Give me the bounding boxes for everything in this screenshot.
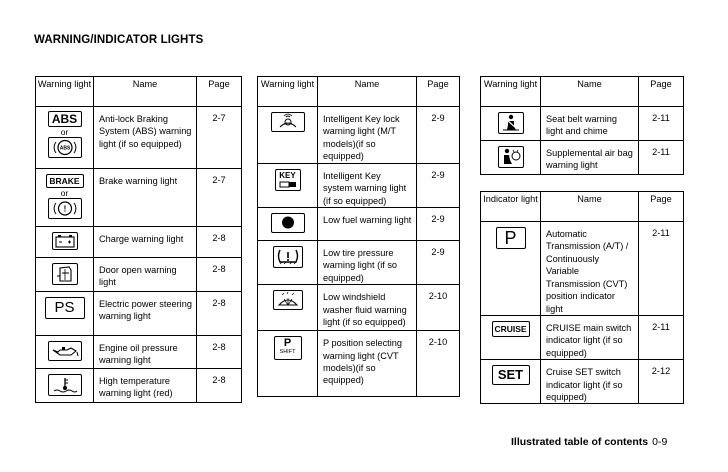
footer-page-number: 0-9 (652, 436, 668, 448)
light-name: Intelligent Key system warning light (if so equipped) (318, 163, 417, 207)
footer-section-title: Illustrated table of contents (511, 436, 649, 448)
table-row (36, 169, 242, 227)
light-name: P position selecting warning light (CVT models)(if so equipped) (318, 331, 417, 397)
light-name: Door open warning light (94, 258, 197, 292)
low-tire-pressure-icon (273, 246, 303, 268)
door-open-icon (52, 263, 78, 285)
light-name: Intelligent Key lock warning light (M/T models)(if so equipped) (318, 107, 417, 164)
light-name: Brake warning light (94, 169, 197, 227)
light-name: High temperature warning light (red) (94, 369, 197, 403)
light-name: Automatic Transmission (A/T) / Continuously Variable Transmission (CVT) position indicator light (541, 222, 639, 316)
column-header-page: Page (197, 77, 242, 107)
table-row (36, 292, 242, 336)
warning-lights-table-1 (35, 76, 242, 403)
table-row (36, 258, 242, 292)
page-ref: 2-8 (197, 227, 242, 258)
light-name: Engine oil pressure warning light (94, 336, 197, 369)
table-row (258, 207, 460, 240)
p-position-shift-icon (274, 336, 302, 360)
page-ref: 2-12 (639, 360, 684, 404)
brake-circle-icon (48, 198, 82, 219)
column-header-name: Name (318, 77, 417, 107)
table-row (481, 222, 684, 316)
page-ref: 2-11 (639, 107, 684, 141)
page-title: WARNING/INDICATOR LIGHTS (34, 34, 204, 46)
table-row (258, 107, 460, 164)
key-system-icon (275, 169, 301, 191)
page-ref: 2-8 (197, 369, 242, 403)
page-ref: 2-10 (417, 285, 460, 331)
column-header-page: Page (639, 77, 684, 107)
column-header-page: Page (417, 77, 460, 107)
page-ref: 2-7 (197, 107, 242, 169)
table-row (481, 315, 684, 359)
table-row (481, 107, 684, 141)
page-ref: 2-11 (639, 141, 684, 175)
column-header-name: Name (541, 77, 639, 107)
light-name: Low windshield washer fluid warning light (if so equipped) (318, 285, 417, 331)
airbag-icon (498, 146, 524, 168)
cruise-main-icon: CRUISE (492, 321, 530, 337)
oil-can-icon (48, 341, 82, 361)
page-ref: 2-11 (639, 315, 684, 359)
p-letter: P (283, 337, 292, 350)
table-row (481, 141, 684, 175)
svg-text:ABS: ABS (59, 145, 70, 152)
or-label: or (60, 188, 69, 198)
page-ref: 2-7 (197, 169, 242, 227)
column-header-page: Page (639, 192, 684, 222)
seat-belt-icon (498, 112, 524, 134)
column-header-warning-light: Warning light (481, 77, 541, 107)
abs-circle-icon (48, 137, 82, 158)
light-name: Supplemental air bag warning light (541, 141, 639, 175)
page-ref: 2-8 (197, 292, 242, 336)
page-footer (511, 436, 667, 448)
column-header-name: Name (94, 77, 197, 107)
table-row (36, 107, 242, 169)
light-name: Low fuel warning light (318, 207, 417, 240)
coolant-temperature-icon (48, 374, 82, 396)
table-row (481, 360, 684, 404)
key-label: KEY (279, 170, 296, 180)
light-name: Seat belt warning light and chime (541, 107, 639, 141)
table-row (36, 227, 242, 258)
page-ref: 2-9 (417, 240, 460, 284)
warning-lights-table-2 (257, 76, 460, 397)
table-row (258, 331, 460, 397)
page-ref: 2-9 (417, 163, 460, 207)
table-row (258, 285, 460, 331)
svg-text:!: ! (63, 204, 66, 214)
light-name: Charge warning light (94, 227, 197, 258)
table-row (258, 163, 460, 207)
light-name: Cruise SET switch indicator light (if so equipped) (541, 360, 639, 404)
light-name: Anti-lock Braking System (ABS) warning light (if so equipped) (94, 107, 197, 169)
column-header-indicator-light: Indicator light (481, 192, 541, 222)
washer-fluid-icon (273, 290, 303, 310)
table-row (36, 369, 242, 403)
page-ref: 2-10 (417, 331, 460, 397)
page-ref: 2-9 (417, 107, 460, 164)
power-steering-icon: PS (45, 297, 85, 319)
cruise-set-icon: SET (492, 365, 530, 385)
page-ref: 2-8 (197, 336, 242, 369)
or-label: or (60, 127, 69, 137)
indicator-lights-table (480, 191, 684, 404)
shift-label: SHIFT (279, 349, 296, 356)
position-indicator-icon: P (496, 227, 526, 249)
page-ref: 2-8 (197, 258, 242, 292)
column-header-name: Name (541, 192, 639, 222)
intelligent-key-lock-icon (271, 112, 305, 132)
page-ref: 2-9 (417, 207, 460, 240)
brake-warning-icon: BRAKE (46, 174, 84, 188)
low-fuel-icon (271, 213, 305, 233)
table-row (258, 240, 460, 284)
warning-lights-table-3 (480, 76, 684, 175)
column-header-warning-light: Warning light (258, 77, 318, 107)
column-header-warning-light: Warning light (36, 77, 94, 107)
table-row (36, 336, 242, 369)
battery-charge-icon (52, 232, 78, 250)
abs-warning-icon: ABS (48, 111, 82, 127)
light-name: Low tire pressure warning light (if so equipped) (318, 240, 417, 284)
page-ref: 2-11 (639, 222, 684, 316)
light-name: CRUISE main switch indicator light (if so equipped) (541, 315, 639, 359)
light-name: Electric power steering warning light (94, 292, 197, 336)
